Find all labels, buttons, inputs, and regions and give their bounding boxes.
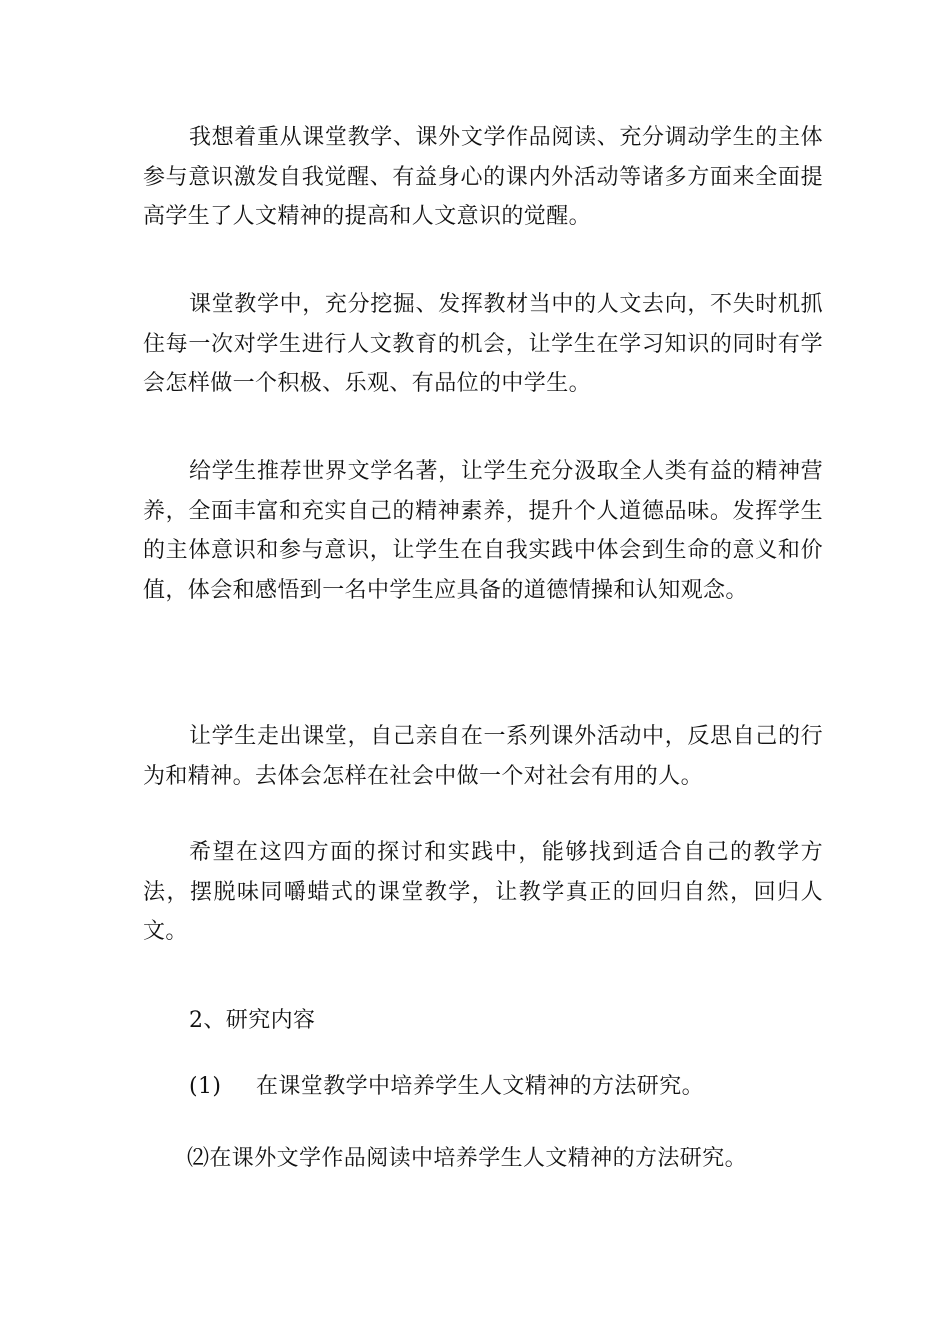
section-heading: 2、研究内容	[189, 1008, 316, 1033]
paragraph: 给学生推荐世界文学名著，让学生充分汲取全人类有益的精神营养，全面丰富和充实自己的精神素养，提升个人道德品味。发挥学生的主体意识和参与意识，让学生在自我实践中体会到生命的意义和价值，体会和感悟到一名中学生应具备的道德情操和认知观念。	[143, 459, 823, 603]
list-item	[189, 1067, 704, 1107]
paragraph: 希望在这四方面的探讨和实践中，能够找到适合自己的教学方法，摆脱味同嚼蜡式的课堂教学，让教学真正的回归自然，回归人文。	[143, 840, 823, 944]
paragraph: 让学生走出课堂，自己亲自在一系列课外活动中，反思自己的行为和精神。去体会怎样在社会中做一个对社会有用的人。	[143, 724, 823, 789]
paragraph: 课堂教学中，充分挖掘、发挥教材当中的人文去向，不失时机抓住每一次对学生进行人文教育的机会，让学生在学习知识的同时有学会怎样做一个积极、乐观、有品位的中学生。	[143, 292, 823, 396]
list-item-text: 在课堂教学中培养学生人文精神的方法研究。	[256, 1074, 705, 1099]
list-item-text: 在课外文学作品阅读中培养学生人文精神的方法研究。	[209, 1146, 748, 1171]
list-item	[187, 1139, 747, 1179]
paragraph: 我想着重从课堂教学、课外文学作品阅读、充分调动学生的主体参与意识激发自我觉醒、有益身心的课内外活动等诸多方面来全面提高学生了人文精神的提高和人文意识的觉醒。	[143, 125, 823, 229]
list-item-number: (1)	[189, 1074, 222, 1099]
list-item-number: ⑵	[187, 1146, 210, 1171]
